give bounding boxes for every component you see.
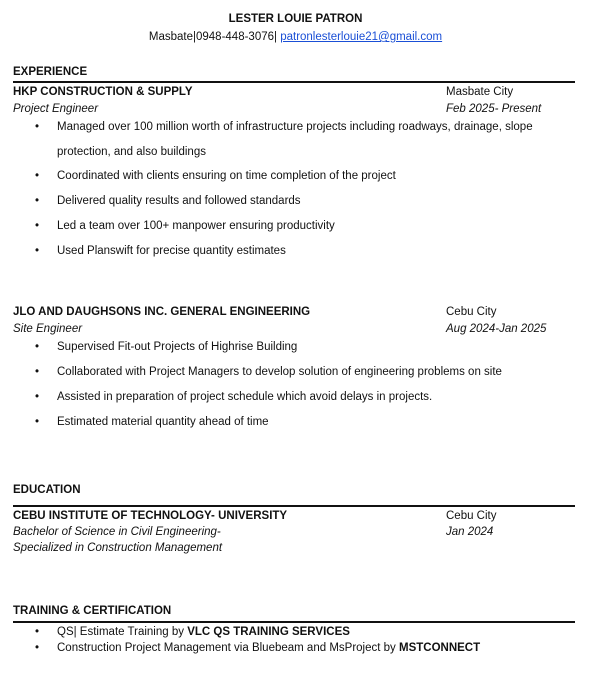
candidate-name: LESTER LOUIE PATRON bbox=[228, 13, 363, 25]
job-1-role: Project Engineer bbox=[13, 103, 99, 115]
bullet-icon: • bbox=[35, 121, 40, 133]
experience-divider bbox=[13, 81, 575, 83]
bullet-icon: • bbox=[35, 642, 40, 654]
job-2-bullet-2: Collaborated with Project Managers to develop solution of engineering problems on site bbox=[57, 366, 502, 378]
bullet-icon: • bbox=[35, 366, 40, 378]
education-location: Cebu City bbox=[446, 510, 497, 522]
job-2-bullet-4: Estimated material quantity ahead of time bbox=[57, 416, 269, 428]
job-2-role: Site Engineer bbox=[13, 323, 83, 335]
education-date: Jan 2024 bbox=[446, 526, 494, 538]
job-1-bullet-4: Led a team over 100+ manpower ensuring productivity bbox=[57, 220, 335, 232]
job-1-bullet-1: Managed over 100 million worth of infrastructure projects including roadways, drainage, slope protection, and also buildings bbox=[57, 121, 533, 158]
job-2-bullet-3: Assisted in preparation of project schedule which avoid delays in projects. bbox=[57, 391, 433, 403]
bullet-icon: • bbox=[35, 245, 40, 257]
job-1-bullet-3: Delivered quality results and followed standards bbox=[57, 195, 301, 207]
job-1-company: HKP CONSTRUCTION & SUPPLY bbox=[13, 86, 193, 98]
bullet-icon: • bbox=[35, 195, 40, 207]
training-item-1-text: QS| Estimate Training by bbox=[57, 626, 188, 638]
job-1-location: Masbate City bbox=[446, 86, 514, 98]
experience-section-title: EXPERIENCE bbox=[13, 66, 88, 78]
job-1-bullet-2: Coordinated with clients ensuring on time completion of the project bbox=[57, 170, 396, 182]
education-degree-line1: Bachelor of Science in Civil Engineering- bbox=[13, 526, 221, 538]
job-2-company: JLO AND DAUGHSONS INC. GENERAL ENGINEERING bbox=[13, 306, 311, 318]
contact-line: Masbate|0948-448-3076| patronlesterlouie21@gmail.com bbox=[148, 31, 443, 43]
training-section-title: TRAINING & CERTIFICATION bbox=[13, 605, 172, 617]
contact-email-link[interactable]: patronlesterlouie21@gmail.com bbox=[280, 31, 443, 43]
education-section-title: EDUCATION bbox=[13, 484, 81, 496]
bullet-icon: • bbox=[35, 391, 40, 403]
bullet-icon: • bbox=[35, 626, 40, 638]
bullet-icon: • bbox=[35, 220, 40, 232]
bullet-icon: • bbox=[35, 416, 40, 428]
bullet-icon: • bbox=[35, 170, 40, 182]
contact-location: Masbate bbox=[148, 31, 193, 43]
contact-phone: 0948-448-3076 bbox=[196, 31, 275, 43]
job-1-dates: Feb 2025- Present bbox=[446, 103, 542, 115]
job-2-location: Cebu City bbox=[446, 306, 497, 318]
job-2-dates: Aug 2024-Jan 2025 bbox=[446, 323, 547, 335]
training-item-2-provider: MSTCONNECT bbox=[398, 642, 481, 654]
training-item-1 bbox=[57, 626, 350, 638]
bullet-icon: • bbox=[35, 341, 40, 353]
training-divider bbox=[13, 621, 575, 623]
job-1-bullet-5: Used Planswift for precise quantity estimates bbox=[57, 245, 286, 257]
education-divider bbox=[13, 505, 575, 507]
training-item-2 bbox=[57, 642, 480, 654]
education-degree-line2: Specialized in Construction Management bbox=[13, 542, 223, 554]
education-school: CEBU INSTITUTE OF TECHNOLOGY- UNIVERSITY bbox=[13, 510, 288, 522]
training-item-1-provider: VLC QS TRAINING SERVICES bbox=[187, 626, 350, 638]
training-item-2-text: Construction Project Management via Bluebeam and MsProject by bbox=[57, 642, 399, 654]
job-2-bullet-1: Supervised Fit-out Projects of Highrise Building bbox=[57, 341, 298, 353]
